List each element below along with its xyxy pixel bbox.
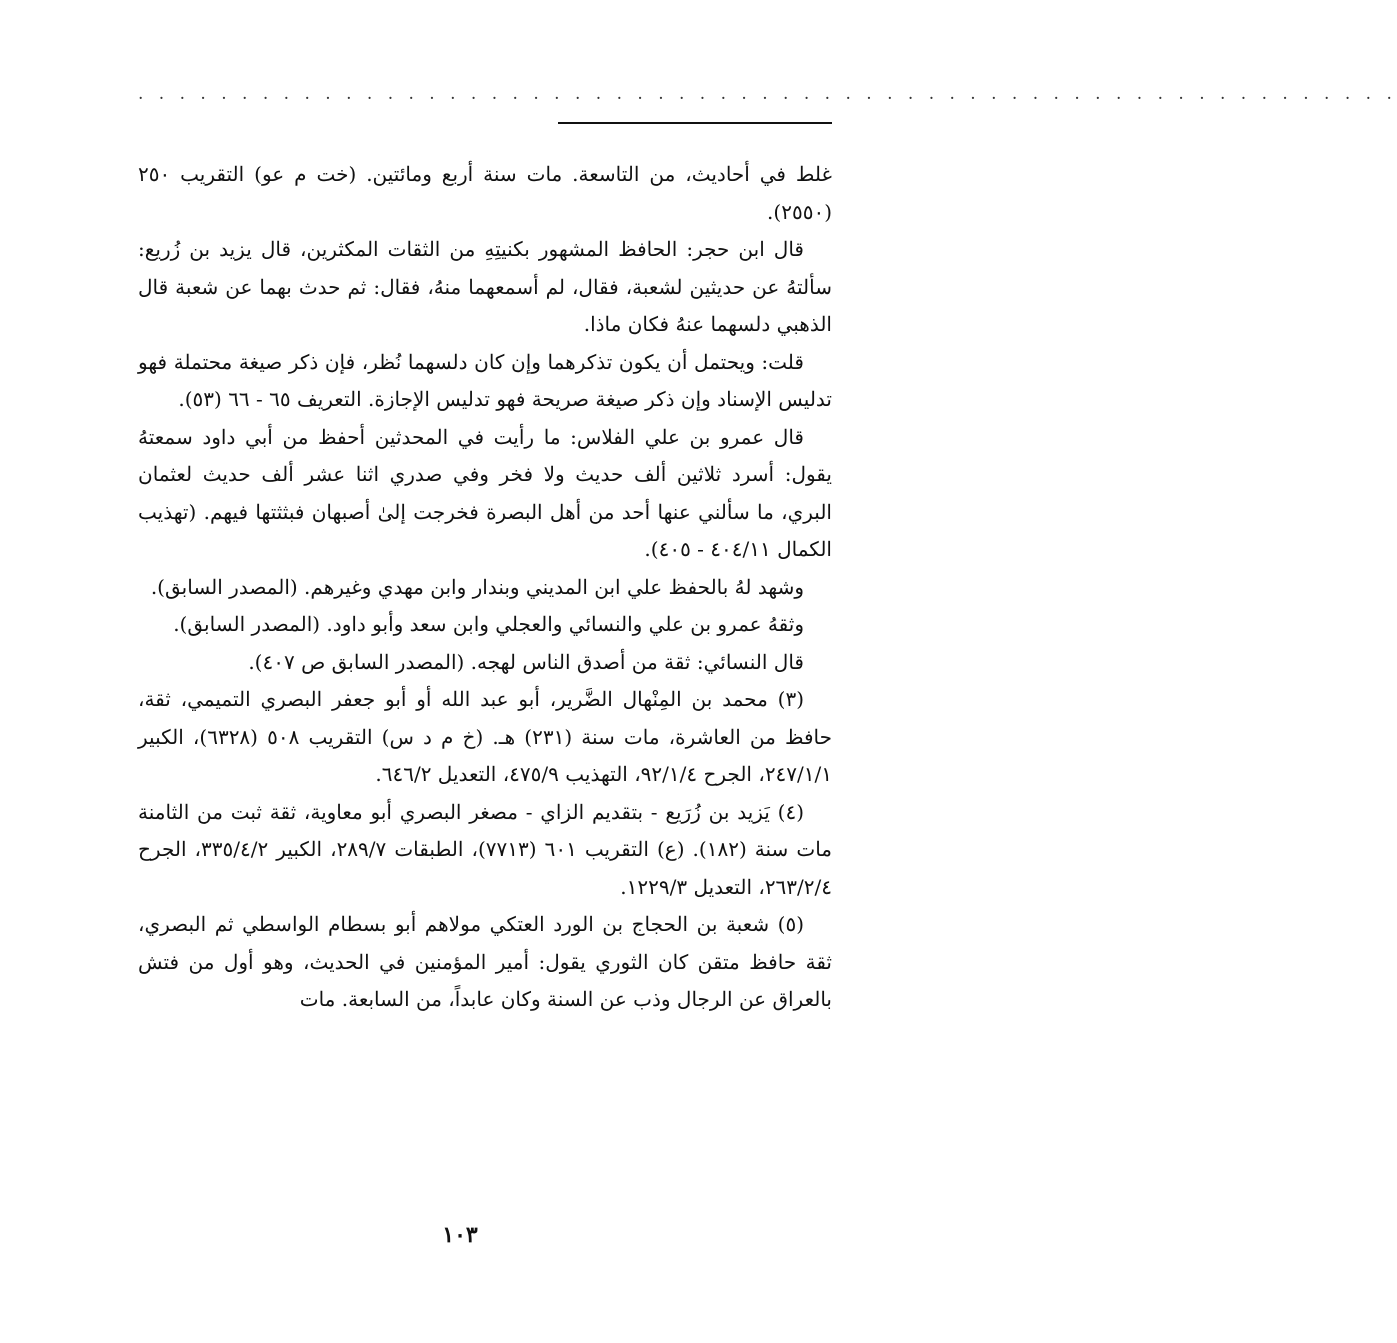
footnote-paragraph: (٥) شعبة بن الحجاج بن الورد العتكي مولاهم أبو بسطام الواسطي ثم البصري، ثقة حافظ متقن كان الثوري يقول: أمير المؤمنين في الحديث، وهو أول من فتش بالعراق عن الرجال وذب عن السنة وكان عابداً، من السابعة. مات [138,912,832,1011]
footnote-paragraph: (٣) محمد بن المِنْهال الضَّرير، أبو عبد الله أو أبو جعفر البصري التميمي، ثقة، حافظ من العاشرة، مات سنة (٢٣١) هـ. (خ م د س) التقريب ٥٠٨ (٦٣٢٨)، الكبير ٢٤٧/١/١، الجرح ٩٢/١/٤، التهذيب ٤٧٥/٩، التعديل ٦٤٦/٢. [138,687,832,786]
footnote-paragraph: (٤) يَزيد بن زُرَيع - بتقديم الزاي - مصغر البصري أبو معاوية، ثقة ثبت من الثامنة مات سنة (١٨٢). (ع) التقريب ٦٠١ (٧٧١٣)، الطبقات ٢٨٩/٧، الكبير ٣٣٥/٤/٢، الجرح ٢٦٣/٢/٤، التعديل ١٢٢٩/٣. [138,799,832,899]
footnote-paragraph: غلط في أحاديث، من التاسعة. مات سنة أربع ومائتين. (خت م عو) التقريب ٢٥٠ (٢٥٥٠). [138,162,832,224]
footnote-paragraph: وثقهُ عمرو بن علي والنسائي والعجلي وابن سعد وأبو داود. (المصدر السابق). [173,612,804,636]
footnote-paragraph: وشهد لهُ بالحفظ علي ابن المديني وبندار وابن مهدي وغيرهم. (المصدر السابق). [150,574,804,599]
footnotes-body [138,156,832,1019]
page-number: ١٠٣ [442,1222,478,1248]
footnote-paragraph: قال النسائي: ثقة من أصدق الناس لهجه. (المصدر السابق ص ٤٠٧). [248,649,804,674]
dotted-separator: . . . . . . . . . . . . . . . . . . . . . . . . . . . . . . . . . . . . . . . . . . . . . . . . . . . . . . . . . . . . . [138,84,1397,104]
footnote-paragraph: قال عمرو بن علي الفلاس: ما رأيت في المحدثين أحفظ من أبي داود سمعتهُ يقول: أسرد ثلاثين ألف حديث ولا فخر وفي صدري اثنا عشر ألف حديث لعثمان البري، ما سألني عنها أحد من أهل البصرة فخرجت إلىٰ أصبهان فبثثتها فيهم. (تهذيب الكمال ٤٠٤/١١ - ٤٠٥). [138,424,832,561]
footnote-rule [558,122,832,124]
footnote-paragraph: قال ابن حجر: الحافظ المشهور بكنيتِهِ من الثقات المكثرين، قال يزيد بن زُريع: سألتهُ عن حديثين لشعبة، فقال، لم أسمعهما منهُ، فقال: ثم حدث بهما عن شعبة قال الذهبي دلسهما عنهُ فكان ماذا. [138,237,832,336]
footnote-paragraph: قلت: ويحتمل أن يكون تذكرهما وإن كان دلسهما نُظر، فإن ذكر صيغة محتملة فهو تدليس الإسناد وإن ذكر صيغة صريحة فهو تدليس الإجازة. التعريف ٦٥ - ٦٦ (٥٣). [138,349,832,411]
